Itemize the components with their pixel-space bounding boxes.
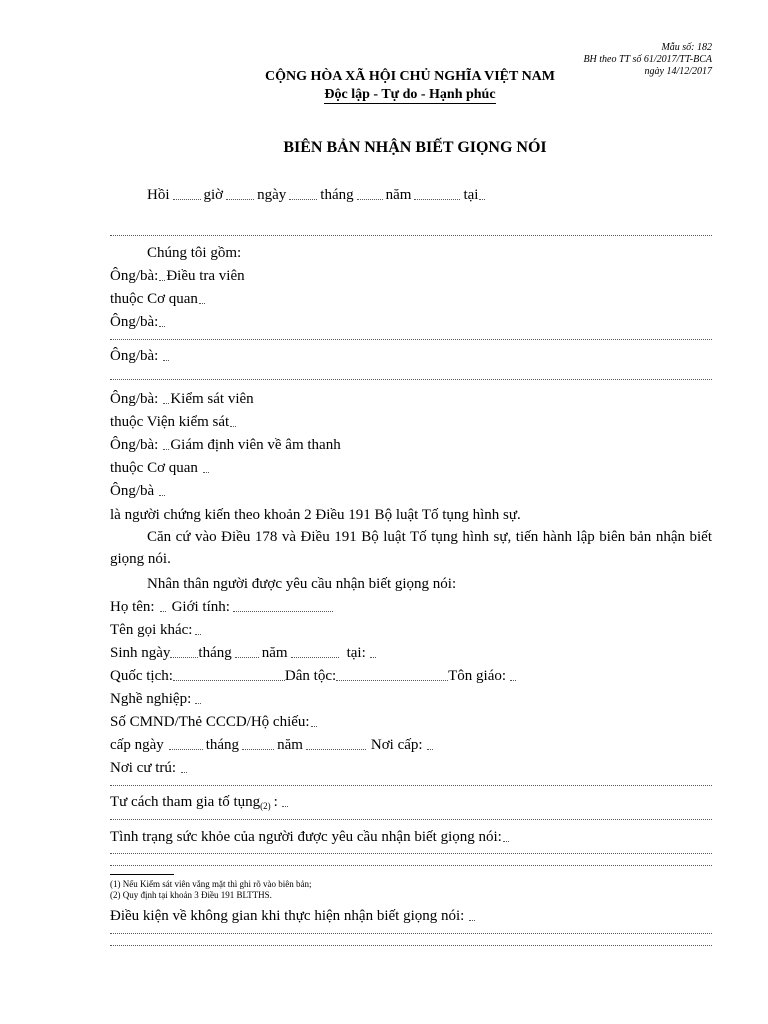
blank-line[interactable] bbox=[110, 339, 712, 340]
prosecutor-agency-line bbox=[110, 411, 712, 431]
label-day: ngày bbox=[257, 187, 287, 203]
national-title: CỘNG HÒA XÃ HỘI CHỦ NGHĨA VIỆT NAM bbox=[264, 69, 555, 84]
label-issued-year: năm bbox=[277, 737, 303, 753]
label-investigator: Điều tra viên bbox=[166, 268, 245, 284]
field-year[interactable] bbox=[414, 199, 460, 200]
form-code-number: Mẫu số: 182 bbox=[661, 42, 712, 53]
blank-line[interactable] bbox=[110, 945, 712, 946]
alias-line bbox=[110, 619, 712, 639]
expert-agency-line bbox=[110, 457, 712, 477]
member-line-2 bbox=[110, 311, 712, 331]
document-title: BIÊN BẢN NHẬN BIẾT GIỌNG NÓI bbox=[283, 139, 547, 156]
field-day[interactable] bbox=[289, 199, 317, 200]
field-space-condition[interactable] bbox=[469, 920, 475, 921]
label-occupation: Nghề nghiệp: bbox=[110, 691, 192, 707]
label-hour: Hồi bbox=[147, 187, 170, 203]
field-gender[interactable] bbox=[233, 611, 333, 612]
id-issue-line bbox=[110, 734, 712, 754]
legal-basis: Căn cứ vào Điều 178 và Điều 191 Bộ luật Tố tụng hình sự, tiến hành lập biên bản nhận biết giọng nói. bbox=[110, 529, 712, 567]
field-nationality[interactable] bbox=[173, 680, 285, 681]
label-issued-place: Nơi cấp: bbox=[370, 737, 423, 753]
members-intro bbox=[147, 242, 712, 262]
member-prosecutor-line bbox=[110, 388, 712, 408]
field-minute[interactable] bbox=[226, 199, 254, 200]
label-gender: Giới tính: bbox=[171, 599, 230, 615]
occupation-line bbox=[110, 688, 712, 708]
member-investigator-line bbox=[110, 265, 712, 285]
label-id-doc: Số CMND/Thẻ CCCD/Hộ chiếu: bbox=[110, 714, 310, 730]
field-issued-place[interactable] bbox=[427, 749, 433, 750]
member-witness-line bbox=[110, 480, 712, 500]
label-place: tại bbox=[463, 187, 479, 203]
blank-line[interactable] bbox=[110, 933, 712, 934]
blank-line[interactable] bbox=[110, 785, 712, 786]
id-doc-line bbox=[110, 711, 712, 731]
space-condition-line bbox=[110, 905, 712, 925]
label-health: Tình trạng sức khỏe của người được yêu cầu nhận biết giọng nói: bbox=[110, 829, 502, 845]
label-space-condition: Điều kiện về không gian khi thực hiện nhận biết giọng nói: bbox=[110, 908, 465, 924]
form-code-date: ngày 14/12/2017 bbox=[644, 66, 712, 77]
label-from-agency: thuộc Cơ quan bbox=[110, 291, 198, 307]
field-issued-day[interactable] bbox=[169, 749, 203, 750]
name-gender-line bbox=[110, 596, 712, 616]
field-issued-year[interactable] bbox=[306, 749, 366, 750]
label-person: Ông/bà: bbox=[110, 268, 159, 284]
label-nationality: Quốc tịch: bbox=[110, 668, 173, 684]
national-motto bbox=[0, 87, 768, 103]
label-residence: Nơi cư trú: bbox=[110, 760, 177, 776]
form-code-circular: BH theo TT số 61/2017/TT-BCA bbox=[583, 54, 712, 65]
label-religion: Tôn giáo: bbox=[448, 668, 507, 684]
investigator-agency-line bbox=[110, 288, 712, 308]
footnote-divider bbox=[110, 874, 174, 875]
time-place-line bbox=[147, 184, 712, 204]
field-issued-month[interactable] bbox=[242, 749, 274, 750]
field-occupation[interactable] bbox=[195, 703, 201, 704]
label-month: tháng bbox=[320, 187, 354, 203]
capacity-line bbox=[110, 791, 712, 811]
field-hour[interactable] bbox=[173, 199, 201, 200]
field-procuracy[interactable] bbox=[230, 426, 236, 427]
label-issued-month: tháng bbox=[205, 737, 240, 753]
footnote-ref-2: (2) bbox=[260, 801, 271, 811]
field-birth-day[interactable] bbox=[170, 657, 198, 658]
label-person: Ông/bà: bbox=[110, 348, 159, 364]
blank-line[interactable] bbox=[110, 379, 712, 380]
label-person: Ông/bà: bbox=[110, 314, 159, 330]
label-born: Sinh ngày bbox=[110, 645, 171, 661]
blank-line[interactable] bbox=[110, 819, 712, 820]
member-line-3 bbox=[110, 345, 712, 365]
label-alias: Tên gọi khác: bbox=[110, 622, 193, 638]
field-expert-agency[interactable] bbox=[203, 472, 209, 473]
footnote-1: (1) Nếu Kiểm sát viên vắng mặt thì ghi rõ vào biên bản; bbox=[110, 879, 312, 889]
label-person: Ông/bà: bbox=[110, 437, 159, 453]
motto-text: Độc lập - Tự do - Hạnh phúc bbox=[324, 87, 496, 102]
label-from-agency: thuộc Cơ quan bbox=[110, 460, 198, 476]
field-investigator-name[interactable] bbox=[159, 280, 165, 281]
subject-heading bbox=[147, 573, 712, 593]
label-from-procuracy: thuộc Viện kiểm sát bbox=[110, 414, 230, 430]
label-year: năm bbox=[385, 187, 412, 203]
field-capacity[interactable] bbox=[282, 806, 288, 807]
label-issued-day: cấp ngày bbox=[110, 737, 164, 753]
label-prosecutor: Kiểm sát viên bbox=[170, 391, 254, 407]
label-capacity: Tư cách tham gia tố tụng bbox=[110, 794, 261, 810]
field-birth-month[interactable] bbox=[235, 657, 259, 658]
field-residence[interactable] bbox=[181, 772, 187, 773]
witness-note: là người chứng kiến theo khoản 2 Điều 191 Bộ luật Tố tụng hình sự. bbox=[110, 507, 521, 523]
field-health[interactable] bbox=[503, 841, 509, 842]
field-month[interactable] bbox=[357, 199, 383, 200]
label-person: Ông/bà: bbox=[110, 391, 159, 407]
birth-line bbox=[110, 642, 712, 662]
field-birth-year[interactable] bbox=[291, 657, 339, 658]
field-investigator-agency[interactable] bbox=[199, 303, 205, 304]
nationality-line bbox=[110, 665, 712, 685]
label-birthplace: tại: bbox=[346, 645, 366, 661]
label-sound-expert: Giám định viên về âm thanh bbox=[170, 437, 341, 453]
member-expert-line bbox=[110, 434, 768, 454]
field-prosecutor-name[interactable] bbox=[163, 403, 169, 404]
field-witness-name[interactable] bbox=[159, 495, 165, 496]
blank-line[interactable] bbox=[110, 865, 712, 866]
field-member-name[interactable] bbox=[163, 360, 169, 361]
blank-line[interactable] bbox=[110, 235, 712, 236]
field-expert-name[interactable] bbox=[163, 449, 169, 450]
field-birthplace[interactable] bbox=[370, 657, 376, 658]
field-religion[interactable] bbox=[510, 680, 516, 681]
footnote-2: (2) Quy định tại khoản 3 Điều 191 BLTTHS. bbox=[110, 890, 272, 900]
residence-line bbox=[110, 757, 712, 777]
label-name: Họ tên: bbox=[110, 599, 155, 615]
witness-note-line bbox=[110, 504, 712, 524]
label-ethnicity: Dân tộc: bbox=[284, 668, 337, 684]
label-birth-month: tháng bbox=[198, 645, 232, 661]
field-place[interactable] bbox=[479, 199, 485, 200]
members-intro-text: Chúng tôi gồm: bbox=[147, 245, 242, 261]
subject-heading-text: Nhân thân người được yêu cầu nhận biết giọng nói: bbox=[147, 576, 457, 592]
label-person: Ông/bà bbox=[110, 483, 155, 499]
health-line bbox=[110, 826, 712, 846]
field-ethnicity[interactable] bbox=[336, 680, 448, 681]
blank-line[interactable] bbox=[110, 853, 712, 854]
field-name[interactable] bbox=[160, 611, 166, 612]
field-id-doc[interactable] bbox=[311, 726, 317, 727]
field-alias[interactable] bbox=[195, 634, 201, 635]
label-minute: giờ bbox=[203, 187, 224, 203]
label-capacity-colon: : bbox=[273, 794, 278, 810]
field-member-name[interactable] bbox=[159, 326, 165, 327]
label-birth-year: năm bbox=[261, 645, 288, 661]
